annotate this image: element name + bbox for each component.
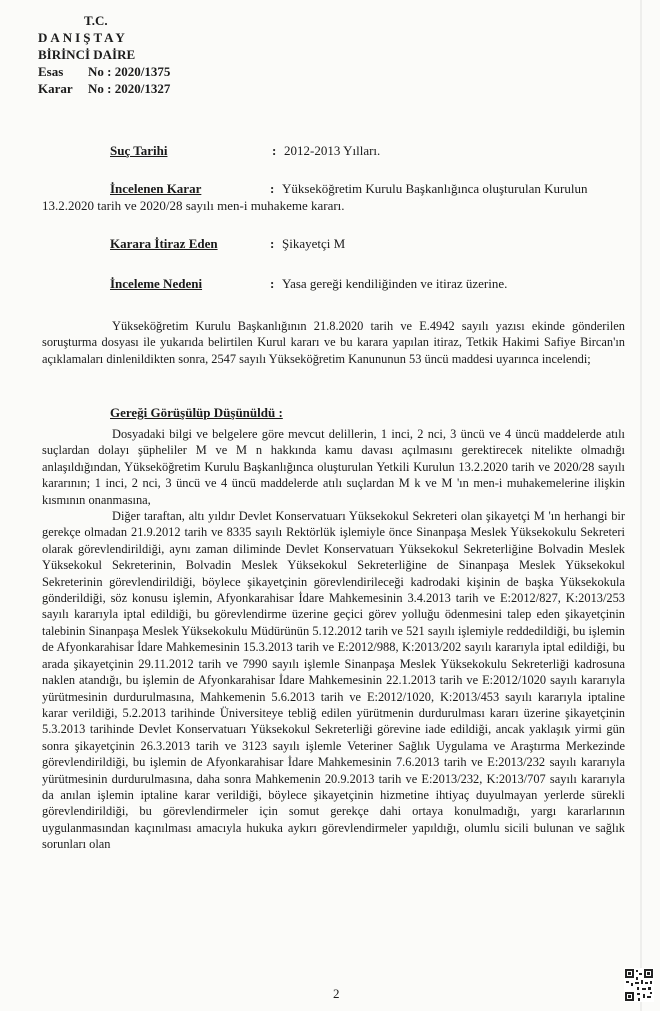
incelenen-value-line1: Yükseköğretim Kurulu Başkanlığınca oluşturulan Kurulun [282, 181, 588, 196]
neden-colon: : [270, 276, 275, 291]
field-inceleme-nedeni [110, 276, 630, 292]
paragraph-1: Dosyadaki bilgi ve belgelere göre mevcut delillerin, 1 inci, 2 nci, 3 üncü ve 4 üncü maddelerde atılı suçlardan dolayı şüpheliler M ve M n hakkında kamu davası açılmasını gerektirecek nitelikte olmadığı anlaşıldığından, Yükseköğretim Kurulu Başkanlığınca oluşturulan Yetkili Kurulun 13.2.2020 tarih ve 2020/28 sayılı kararının; 1 inci, 2 nci, 3 üncü ve 4 üncü maddelerde atılı suçlardan M k ve M 'ın men-i muhakemelerine ilişkin kısmının onanmasına, [42, 427, 625, 507]
header-esas [38, 63, 170, 80]
karar-label: Karar [38, 81, 73, 96]
itiraz-label: Karara İtiraz Eden [110, 236, 218, 251]
suc-tarihi-label: Suç Tarihi [110, 143, 168, 158]
itiraz-colon: : [270, 236, 275, 251]
suc-tarihi-colon: : [272, 143, 277, 158]
incelenen-label: İncelenen Karar [110, 181, 202, 196]
header-karar [38, 80, 170, 97]
neden-value: Yasa gereği kendiliğinden ve itiraz üzerine. [282, 276, 508, 291]
header-tc: T.C. [84, 13, 108, 28]
header-court: DANIŞTAY [38, 30, 128, 45]
neden-label: İnceleme Nedeni [110, 276, 203, 291]
itiraz-value: Şikayetçi M [282, 236, 346, 251]
field-incelenen-karar [110, 181, 630, 197]
qr-code-icon [624, 968, 654, 1002]
incelenen-value-line2: 13.2.2020 tarih ve 2020/28 sayılı men-i muhakeme kararı. [42, 198, 345, 213]
page-number: 2 [333, 986, 340, 1001]
header-chamber: BİRİNCİ DAİRE [38, 47, 136, 62]
section-heading: Gereği Görüşülüp Düşünüldü : [110, 405, 283, 420]
paragraph-2: Diğer taraftan, altı yıldır Devlet Konservatuarı Yüksekokul Sekreteri olan şikayetçi M 'ın herhangi bir gerekçe olmadan 21.9.2012 tarih ve 8335 sayılı Rektörlük işlemiyle önce Sinanpaşa Meslek Yüksekokulu Sekreteri olarak görevlendirildiği, aynı zaman diliminde Devlet Konservatuarı Yüksekokul Sekreterliğine Bolvadin Meslek Yüksekokul Sekreterinin, Bolvadin Meslek Yüksekokul Sekreterliğine de Sinanpaşa Meslek Yüksekokul Sekreterinin görevlendirildiği, böylece şikayetçinin görevlendirileceği kadrodaki kişinin de başka Yüksekokula gönderildiği, söz konusu işlemin, Afyonkarahisar İdare Mahkemesinin 3.4.2013 tarih ve E:2012/827, K:2013/253 sayılı kararıyla iptal edildiği, bu görevlendirme üzerine geçici görev yolluğu ödenmesini talep eden şikayetçinin talebinin Sinanpaşa Meslek Yüksekokulu Müdürünün 5.12.2012 tarih ve 521 sayılı işlemiyle reddedildiği, bu işlemin de Afyonkarahisar İdare Mahkemesinin 15.3.2013 tarih ve E:2012/988, K:2013/202 sayılı kararıyla iptal edildiği, bu arada şikayetçinin 29.11.2012 tarih ve 7990 sayılı işlemle Sinanpaşa Meslek Yüksekokulu Sekreterliği kadrosuna naklen atandığı, bu işlemin de Afyonkarahisar İdare Mahkemesinin 22.1.2013 tarih ve E:2012/1020 sayılı kararıyla yürütmesinin durdurulmasına, Mahkemenin 5.6.2013 tarih ve E:2012/1020, K:2013/453 sayılı kararıyla iptaline karar verildiği, 5.2.2013 tarihinde Üniversiteye tebliğ edilen yürütmenin durdurulması kararı üzerine şikayetçinin 5.3.2013 tarihinde Devlet Konservatuarı Yüksekokul Sekreterliği görevine iade edildiği, ancak yaklaşık yirmi gün sonra şikayetçinin 26.3.2013 tarih ve 3123 sayılı işlemle Veteriner Sağlık Uygulama ve Araştırma Merkezinde görevlendirildiği, bu işlemin de Afyonkarahisar İdare Mahkemesinin 7.6.2013 tarih ve E:2013/232 sayılı kararıyla yürütmesinin durdurulmasına, daha sonra Mahkemenin 20.9.2013 tarih ve E:2013/232, K:2013/707 sayılı kararıyla da anılan işlemin iptaline karar verildiği, böylece şikayetçinin hizmetine ihtiyaç duyulmayan yerlerde sürekli görevlendirildiği, bu görevlendirmeler için somut gerekçe dahi ortaya konulmadığı, yargı kararlarının uygulanmasından kaçınılması amacıyla hukuka aykırı görevlendirmeler yapıldığı, olumlu sicili bulunan ve sağlık sorunları olan [42, 509, 625, 852]
incelenen-colon: : [270, 181, 275, 196]
esas-value: No : 2020/1375 [88, 64, 171, 79]
field-itiraz-eden [110, 236, 630, 252]
karar-value: No : 2020/1327 [88, 81, 171, 96]
esas-label: Esas [38, 64, 64, 79]
document-header [38, 12, 170, 97]
scan-artifact [640, 0, 642, 1011]
decision-body [42, 426, 625, 853]
intro-paragraph: Yükseköğretim Kurulu Başkanlığının 21.8.2020 tarih ve E.4942 sayılı yazısı ekinde gönderilen soruşturma dosyası ile yukarıda belirtilen Kurul kararı ve bu karara yapılan itiraz, Tetkik Hakimi Safiye Bircan'ın açıklamaları dinlenildikten sonra, 2547 sayılı Yükseköğretim Kanununun 53 üncü maddesi uyarınca incelendi; [42, 319, 625, 366]
field-suc-tarihi [110, 143, 630, 159]
suc-tarihi-value: 2012-2013 Yılları. [284, 143, 381, 158]
